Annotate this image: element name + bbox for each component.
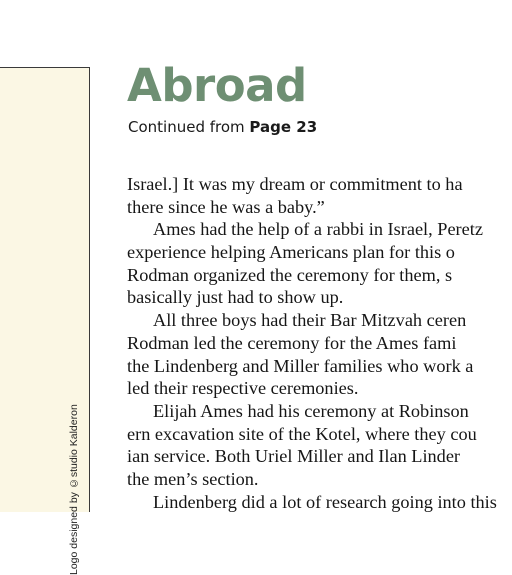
article-line: experience helping Americans plan for this o	[127, 242, 455, 263]
article-line: basically just had to show up.	[127, 287, 344, 308]
article-line: Lindenberg did a lot of research going into this	[153, 491, 497, 512]
article-line: Ames had the help of a rabbi in Israel, Peretz	[153, 219, 483, 240]
article-line: Israel.] It was my dream or commitment to ha	[127, 174, 463, 194]
article-line: the men’s section.	[127, 468, 259, 489]
article-body	[127, 173, 512, 513]
article-line: Elijah Ames had his ceremony at Robinson	[153, 400, 469, 421]
logo-credit: Logo designed by ©studio Kalderon	[68, 404, 80, 575]
article-line: ian service. Both Uriel Miller and Ilan Linder	[127, 446, 461, 467]
article-line: Rodman organized the ceremony for them, s	[127, 264, 453, 285]
continued-note	[128, 118, 317, 136]
article-line: ern excavation site of the Kotel, where they cou	[127, 423, 477, 444]
article-line: All three boys had their Bar Mitzvah ceren	[153, 310, 467, 331]
article-line: the Lindenberg and Miller families who work a	[127, 355, 474, 376]
continued-prefix: Continued from	[128, 118, 250, 136]
continued-page-ref: Page 23	[249, 118, 318, 136]
article-line: led their respective ceremonies.	[127, 378, 359, 399]
article-line: there since he was a baby.”	[127, 196, 325, 217]
page-title: Abroad	[127, 59, 307, 112]
sidebar-panel	[0, 67, 90, 575]
article-line: Rodman led the ceremony for the Ames fami	[127, 332, 457, 353]
